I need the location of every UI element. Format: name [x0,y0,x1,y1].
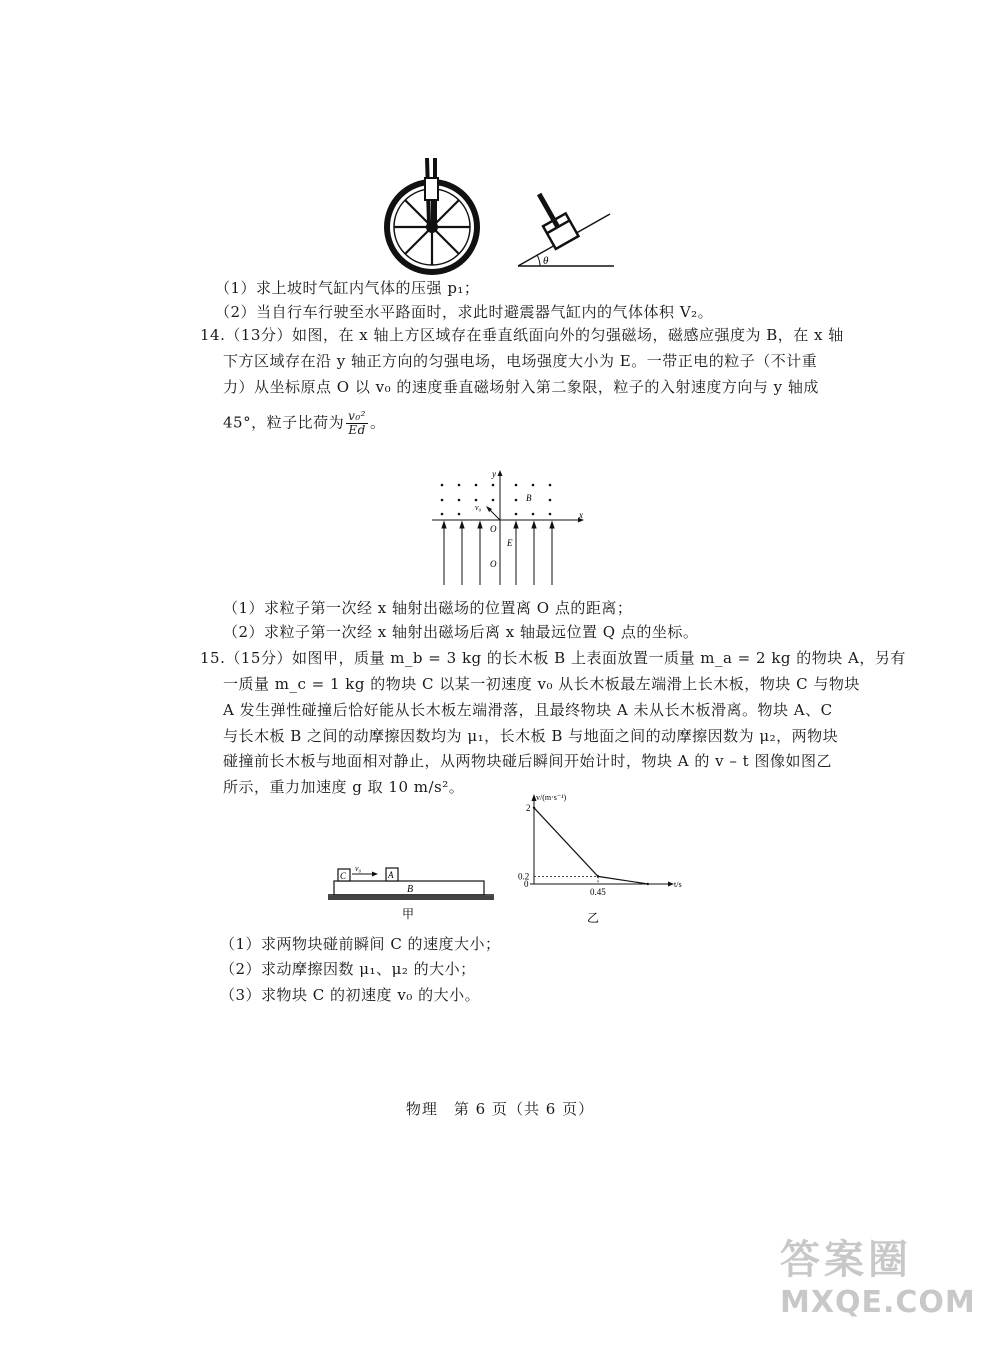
v0-label: v₀ [475,503,482,512]
cylinder-icon [528,187,578,249]
origin-label: O [490,524,497,534]
q14-line4-prefix: 45°，粒子比荷为 [223,413,345,432]
series-line-block-a [534,808,648,884]
q13-part2: （2）当自行车行驶至水平路面时，求此时避震器气缸内的气体体积 V₂。 [215,303,714,321]
incline-cylinder-figure [510,180,620,272]
page-footer: 物理 第 6 页（共 6 页） [405,1100,595,1118]
chart-y-label: v/(m·s⁻¹) [536,793,567,802]
q15-line1: 15.（15分）如图甲，质量 m_b = 3 kg 的长木板 B 上表面放置一质量 m_a = 2 kg 的物块 A，另有 [200,649,906,667]
charge-mass-fraction [346,410,368,437]
q14-part1: （1）求粒子第一次经 x 轴射出磁场的位置离 O 点的距离； [223,599,633,617]
figure-jia-caption: 甲 [402,907,415,921]
q15-line4: 与长木板 B 之间的动摩擦因数均为 μ₁，长木板 B 与地面之间的动摩擦因数为 μ₂，两物块 [223,727,839,745]
q14-line3: 力）从坐标原点 O 以 v₀ 的速度垂直磁场射入第二象限，粒子的入射速度方向与 y 轴成 [223,378,819,396]
data-point [533,807,535,809]
origin-label-lower: O [490,559,497,569]
q14-line2: 下方区域存在沿 y 轴正方向的匀强电场，电场强度大小为 E。一带正电的粒子（不计重 [223,352,818,370]
chart-origin-label: 0 [524,879,529,889]
q15-line2: 一质量 m_c = 1 kg 的物块 C 以某一初速度 v₀ 从长木板最左端滑上长木板，物块 C 与物块 [223,675,860,693]
electric-field-lines [442,522,554,585]
e-field-label: E [507,538,513,548]
q13-part1: （1）求上坡时气缸内气体的压强 p₁； [215,279,480,297]
y-tick-label: 2 [526,802,531,813]
q15-line3: A 发生弹性碰撞后恰好能从长木板左端滑落，且最终物块 A 未从长木板滑离。物块 A、C [223,701,833,719]
data-point [647,883,649,885]
q14-line1: 14.（13分）如图，在 x 轴上方区域存在垂直纸面向外的匀强磁场，磁感应强度为 B，在 x 轴 [200,326,844,344]
x-axis-label: x [579,510,583,520]
data-point [597,875,599,877]
field-region-figure [428,470,588,590]
figure-jia-blocks [328,860,498,930]
watermark-cn: 答案圈 [780,1237,912,1283]
fraction-numerator: v₀² [348,409,366,423]
q15-part3: （3）求物块 C 的初速度 v₀ 的大小。 [220,986,481,1004]
fraction-denominator: Ed [348,423,366,437]
q15-line5: 碰撞前长木板与地面相对静止，从两物块碰后瞬间开始计时，物块 A 的 v – t 图像如图乙 [223,752,832,770]
q15-line6: 所示，重力加速度 g 取 10 m/s²。 [223,778,465,796]
figure-yi-caption: 乙 [587,911,600,925]
q14-part2: （2）求粒子第一次经 x 轴射出磁场后离 x 轴最远位置 Q 点的坐标。 [223,623,699,641]
y-axis-label: y [492,469,496,479]
q14-line4-suffix: 。 [370,413,386,432]
ground-hatching [328,896,494,900]
block-a-label: A [388,870,394,880]
v0-arrow-label: v₀ [355,864,362,873]
watermark-logo [780,1228,976,1328]
wheel-icon [387,158,477,272]
b-field-label: B [526,493,532,503]
x-tick-label: 0.45 [590,887,606,897]
q15-part1: （1）求两物块碰前瞬间 C 的速度大小； [220,935,501,953]
magnetic-field-dots [441,484,552,516]
theta-label: θ [543,255,549,267]
y-tick-label: 0.2 [518,871,530,882]
shock-absorber-wheel-figure [385,150,505,280]
board-b-label: B [407,884,414,895]
q14-line4 [223,410,386,437]
figure-yi-vt-chart [520,790,680,930]
q15-part2: （2）求动摩擦因数 μ₁、μ₂ 的大小； [220,960,476,978]
watermark-en: MXQE.COM [780,1285,976,1320]
block-c-label: C [340,871,347,881]
chart-x-label: t/s [674,880,682,889]
